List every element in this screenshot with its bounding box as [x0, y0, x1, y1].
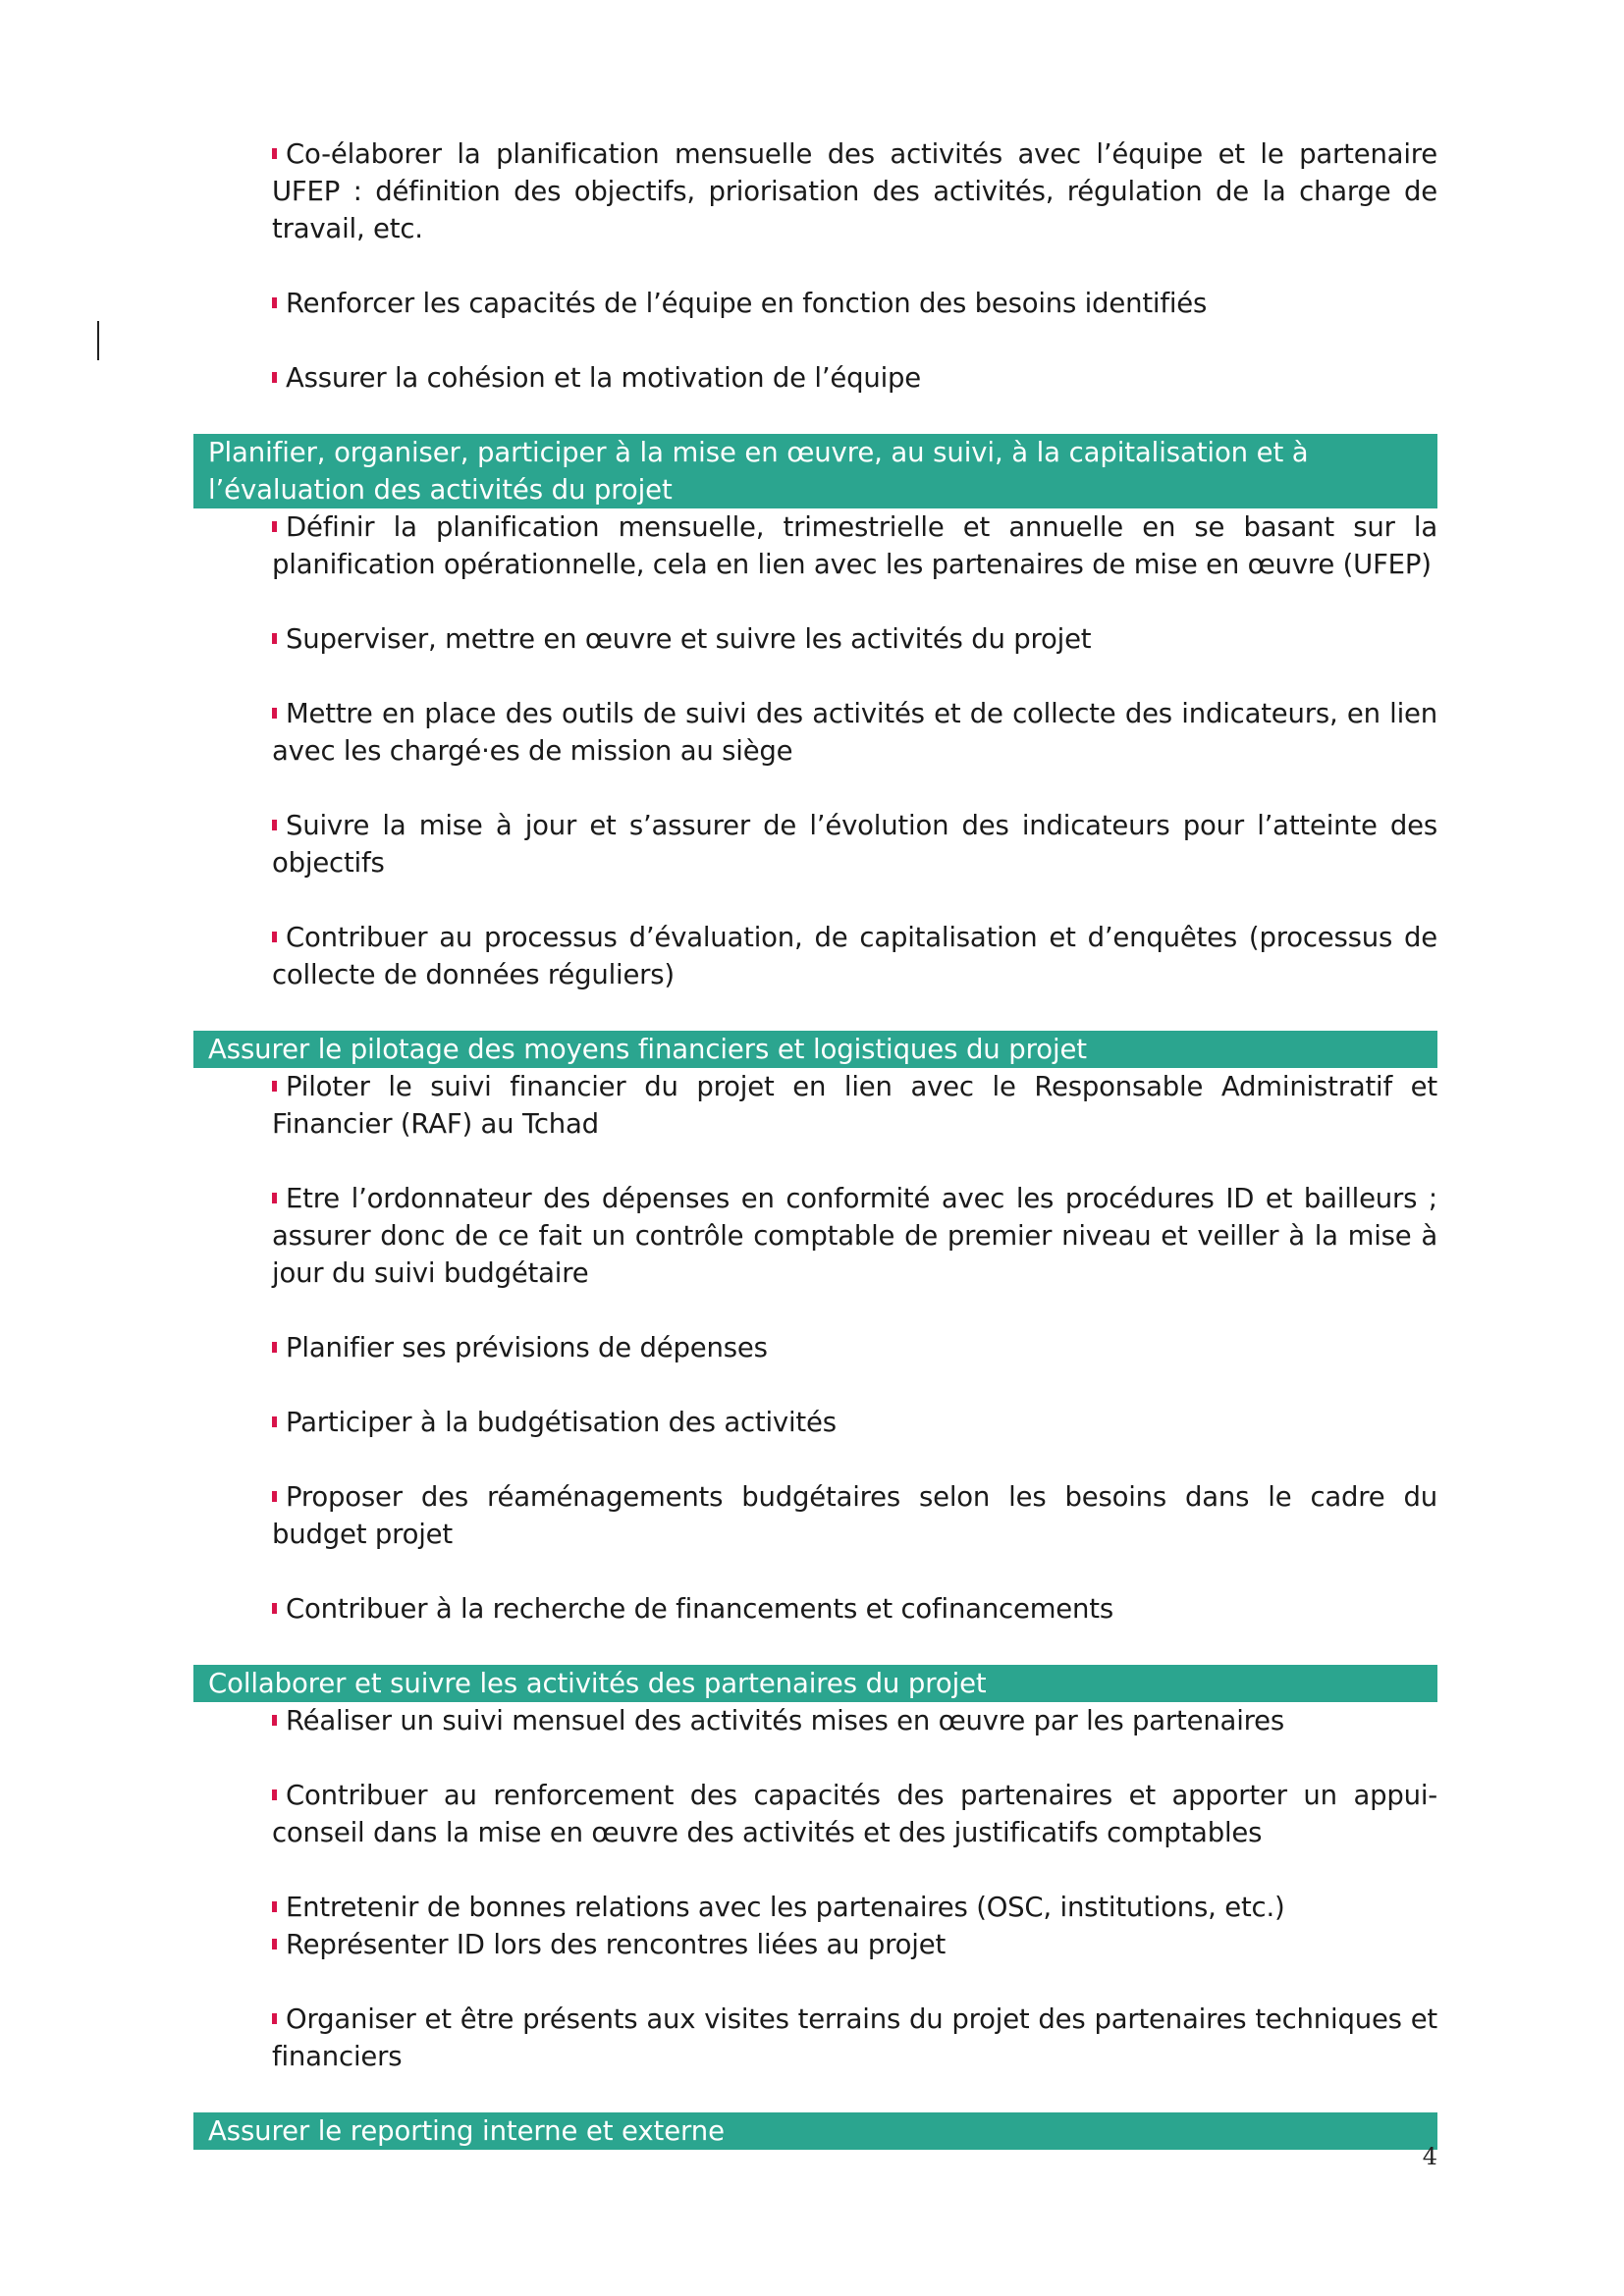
- text-cursor-mark: [97, 321, 99, 360]
- list-item-text: Contribuer au renforcement des capacités des partenaires et apporter un appui-conseil dans la mise en œuvre des activités et des justificatifs comptables: [272, 1780, 1437, 1848]
- list-item: [272, 695, 1437, 770]
- list-item-text: Mettre en place des outils de suivi des activités et de collecte des indicateurs, en lien avec les chargé·es de mission au siège: [272, 698, 1437, 767]
- list-item-text: Superviser, mettre en œuvre et suivre les activités du projet: [286, 623, 1092, 655]
- list-item-text: Planifier ses prévisions de dépenses: [286, 1332, 768, 1363]
- bullet-marker: [272, 372, 277, 383]
- list-item: [272, 285, 1437, 322]
- list-item: [272, 1926, 1437, 1963]
- list-item-text: Co-élaborer la planification mensuelle des activités avec l’équipe et le partenaire UFEP : définition des objectifs, priorisation des activités, régulation de la charge de travail, etc.: [272, 138, 1437, 244]
- list-item-text: Réaliser un suivi mensuel des activités mises en œuvre par les partenaires: [286, 1705, 1284, 1736]
- list-item: [272, 807, 1437, 881]
- list-item-text: Définir la planification mensuelle, trimestrielle et annuelle en se basant sur la planification opérationnelle, cela en lien avec les partenaires de mise en œuvre (UFEP): [272, 511, 1437, 580]
- list-item-text: Suivre la mise à jour et s’assurer de l’évolution des indicateurs pour l’atteinte des objectifs: [272, 810, 1437, 879]
- list-item: [272, 1702, 1437, 1739]
- page-content: [193, 135, 1437, 2150]
- list-item: [272, 1329, 1437, 1366]
- bullet-marker: [272, 820, 277, 830]
- list-item: [272, 1068, 1437, 1143]
- bullet-marker: [272, 1939, 277, 1949]
- list-item-text: Etre l’ordonnateur des dépenses en conformité avec les procédures ID et bailleurs ; assurer donc de ce fait un contrôle comptable de premier niveau et veiller à la mise à jour du suivi budgétaire: [272, 1183, 1437, 1289]
- list-item-text: Piloter le suivi financier du projet en lien avec le Responsable Administratif et Financier (RAF) au Tchad: [272, 1071, 1437, 1140]
- list-item-text: Participer à la budgétisation des activités: [286, 1407, 837, 1438]
- list-item-text: Représenter ID lors des rencontres liées au projet: [286, 1929, 947, 1960]
- list-item: [272, 2001, 1437, 2075]
- list-item: [272, 1777, 1437, 1851]
- list-item: [272, 1478, 1437, 1553]
- list-item: [272, 919, 1437, 993]
- bullet-marker: [272, 1603, 277, 1614]
- list-item-text: Renforcer les capacités de l’équipe en fonction des besoins identifiés: [286, 288, 1208, 319]
- list-item-text: Contribuer à la recherche de financements et cofinancements: [286, 1593, 1113, 1625]
- bullet-marker: [272, 932, 277, 942]
- section-heading-planning: Planifier, organiser, participer à la mise en œuvre, au suivi, à la capitalisation et à l’évaluation des activités du projet: [193, 434, 1437, 508]
- page-number: 4: [1422, 2143, 1437, 2170]
- list-item-text: Entretenir de bonnes relations avec les partenaires (OSC, institutions, etc.): [286, 1892, 1285, 1923]
- bullet-marker: [272, 1416, 277, 1427]
- bullet-marker: [272, 1789, 277, 1800]
- list-item-text: Proposer des réaménagements budgétaires selon les besoins dans le cadre du budget projet: [272, 1481, 1437, 1550]
- bullet-marker: [272, 633, 277, 644]
- list-item: [272, 508, 1437, 583]
- bullet-marker: [272, 2013, 277, 2024]
- list-item: [272, 620, 1437, 658]
- list-item-text: Contribuer au processus d’évaluation, de capitalisation et d’enquêtes (processus de collecte de données réguliers): [272, 922, 1437, 990]
- list-item: [272, 135, 1437, 247]
- section-heading-reporting: Assurer le reporting interne et externe: [193, 2112, 1437, 2150]
- list-item: [272, 359, 1437, 397]
- list-item: [272, 1180, 1437, 1292]
- list-item-text: Organiser et être présents aux visites terrains du projet des partenaires techniques et financiers: [272, 2003, 1437, 2072]
- list-item-text: Assurer la cohésion et la motivation de l’équipe: [286, 362, 922, 394]
- bullet-marker: [272, 1715, 277, 1726]
- bullet-marker: [272, 1342, 277, 1353]
- bullet-marker: [272, 521, 277, 532]
- section-heading-partners: Collaborer et suivre les activités des partenaires du projet: [193, 1665, 1437, 1702]
- section-heading-finance: Assurer le pilotage des moyens financiers et logistiques du projet: [193, 1031, 1437, 1068]
- list-item: [272, 1590, 1437, 1628]
- bullet-marker: [272, 297, 277, 308]
- bullet-marker: [272, 1193, 277, 1203]
- bullet-marker: [272, 708, 277, 719]
- list-item: [272, 1404, 1437, 1441]
- bullet-marker: [272, 1901, 277, 1912]
- bullet-marker: [272, 148, 277, 159]
- bullet-marker: [272, 1491, 277, 1502]
- bullet-marker: [272, 1081, 277, 1092]
- list-item: [272, 1889, 1437, 1926]
